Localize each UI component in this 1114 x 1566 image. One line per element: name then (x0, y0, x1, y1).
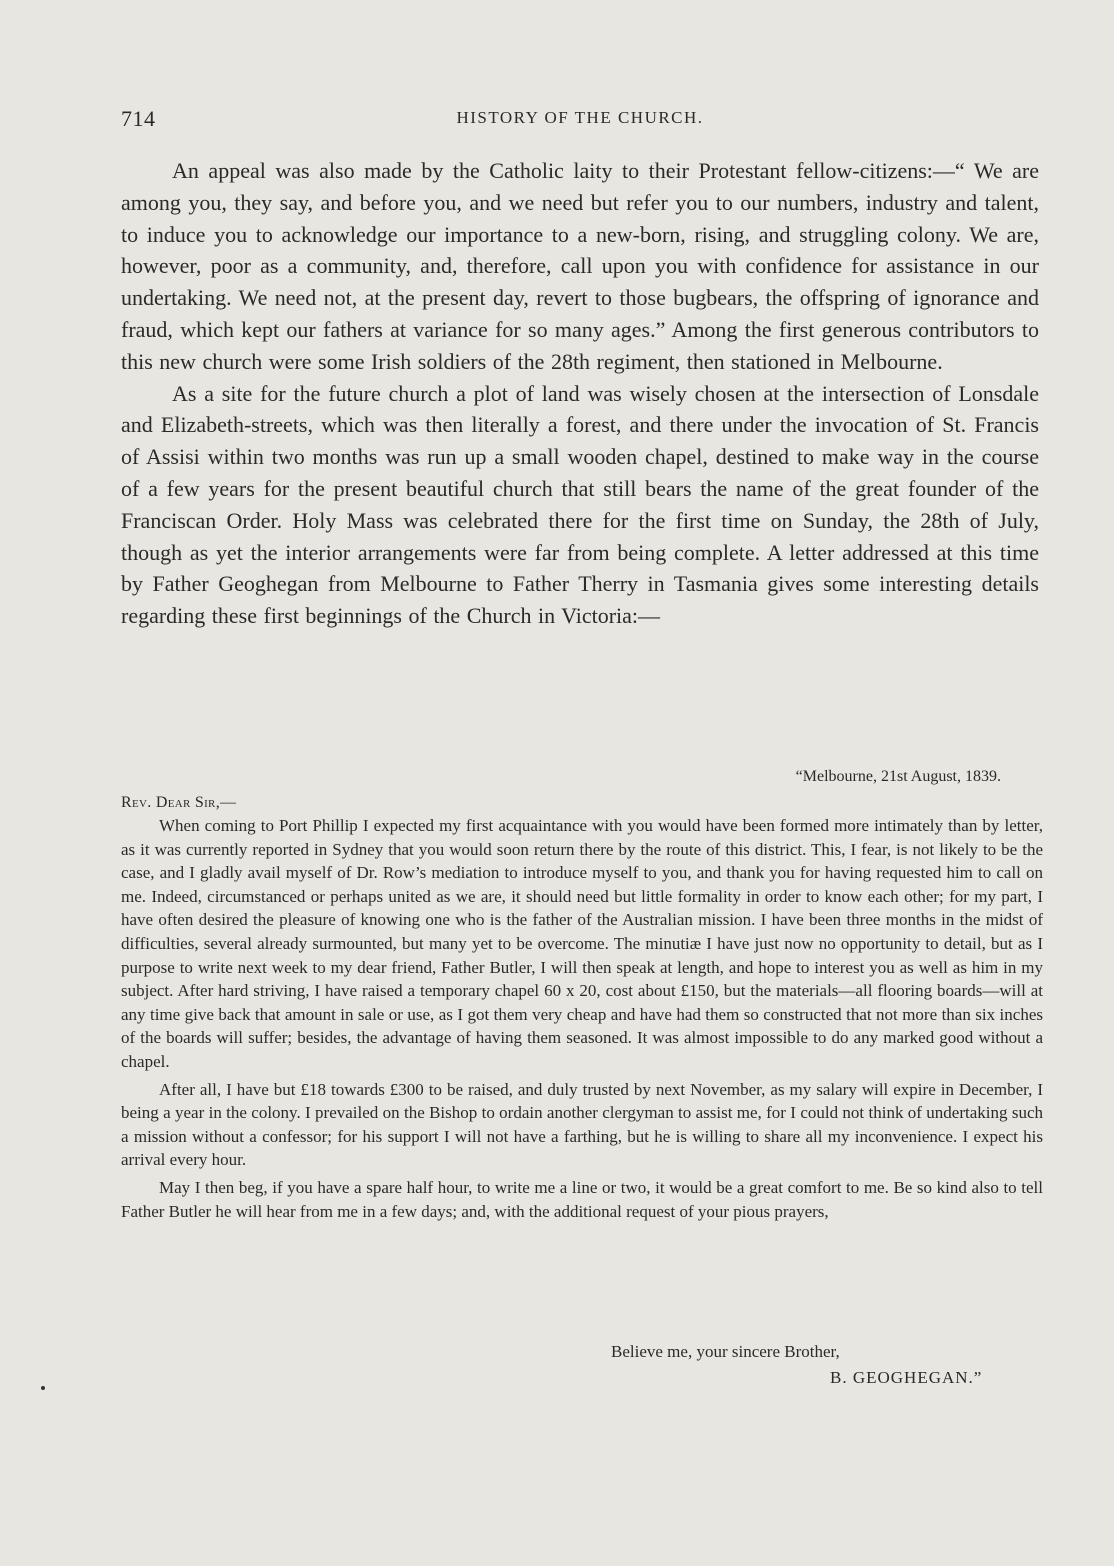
letter-closing: Believe me, your sincere Brother, (611, 1342, 840, 1361)
paragraph-site: As a site for the future church a plot of land was wisely chosen at the intersection of Lonsdale and Elizabeth-streets, which was then literally a forest, and there under the invocation of St. Francis of Assisi within two months was run up a small wooden chapel, destined to make way in the course of a few years for the present beautiful church that still bears the name of the great founder of the Franciscan Order. Holy Mass was celebrated there for the first time on Sunday, the 28th of July, though as yet the interior arrangements were far from being complete. A letter addressed at this time by Father Geoghegan from Melbourne to Father Therry in Tasmania gives some interesting details regarding these first beginnings of the Church in Victoria:— (121, 380, 1039, 629)
letter-dateline: “Melbourne, 21st August, 1839. (795, 768, 1001, 785)
paragraph-appeal: An appeal was also made by the Catholic laity to their Protestant fellow-citizens:—“ We are among you, they say, and before you, and we need but refer you to our numbers, industry and talent, to induce you to acknowledge our importance to a new-born, rising, and struggling colony. We are, however, poor as a community, and, therefore, call upon you with confidence for assistance in our undertaking. We need not, at the present day, revert to those bugbears, the offspring of ignorance and fraud, which kept our fathers at variance for so many ages.” Among the first generous contributors to this new church were some Irish soldiers of the 28th regiment, then stationed in Melbourne. (121, 158, 1039, 374)
letter-paragraph: After all, I have but £18 towards £300 to be raised, and duly trusted by next November, as my salary will expire in December, I being a year in the colony. I prevailed on the Bishop to ordain another clergyman to assist me, for I could not think of undertaking such a mission without a confessor; for his support I will not have a farthing, but he is willing to share all my inconvenience. I expect his arrival every hour. (121, 1079, 1043, 1170)
running-title: HISTORY OF THE CHURCH. (456, 108, 704, 127)
letter-signature: B. GEOGHEGAN.” (830, 1368, 983, 1387)
quoted-letter (121, 792, 1043, 1223)
letter-paragraph: When coming to Port Phillip I expected my first acquaintance with you would have been formed more intimately than by letter, as it was currently reported in Sydney that you would soon return there by the route of this district. This, I fear, is not likely to be the case, and I gladly avail myself of Dr. Row’s mediation to introduce myself to you, and thank you for having requested him to call on me. Indeed, circumstanced or perhaps united as we are, it should need but little formality in order to know each other; for my part, I have often desired the pleasure of knowing one who is the father of the Australian mission. I have been three months in the midst of difficulties, several already surmounted, but many yet to be overcome. The minutiæ I have just now no opportunity to detail, but as I purpose to write next week to my dear friend, Father Butler, I will then speak at length, and hope to interest you as well as him in my subject. After hard striving, I have raised a temporary chapel 60 x 20, cost about £150, but the materials—all flooring boards—will at any time give back that amount in sale or use, as I got them very cheap and have had them so constructed that not more than six inches of the boards will suffer; besides, the advantage of having them seasoned. It was almost impossible to do any marked good without a chapel. (121, 816, 1043, 1071)
main-text (121, 155, 1039, 632)
letter-paragraph: May I then beg, if you have a spare half hour, to write me a line or two, it would be a great comfort to me. Be so kind also to tell Father Butler he will hear from me in a few days; and, with the additional request of your pious prayers, (121, 1177, 1043, 1221)
paper-speck (41, 1386, 45, 1390)
running-head (121, 106, 1039, 136)
letter-salutation: Rev. Dear Sir,— (121, 794, 237, 811)
page-number: 714 (121, 106, 156, 131)
